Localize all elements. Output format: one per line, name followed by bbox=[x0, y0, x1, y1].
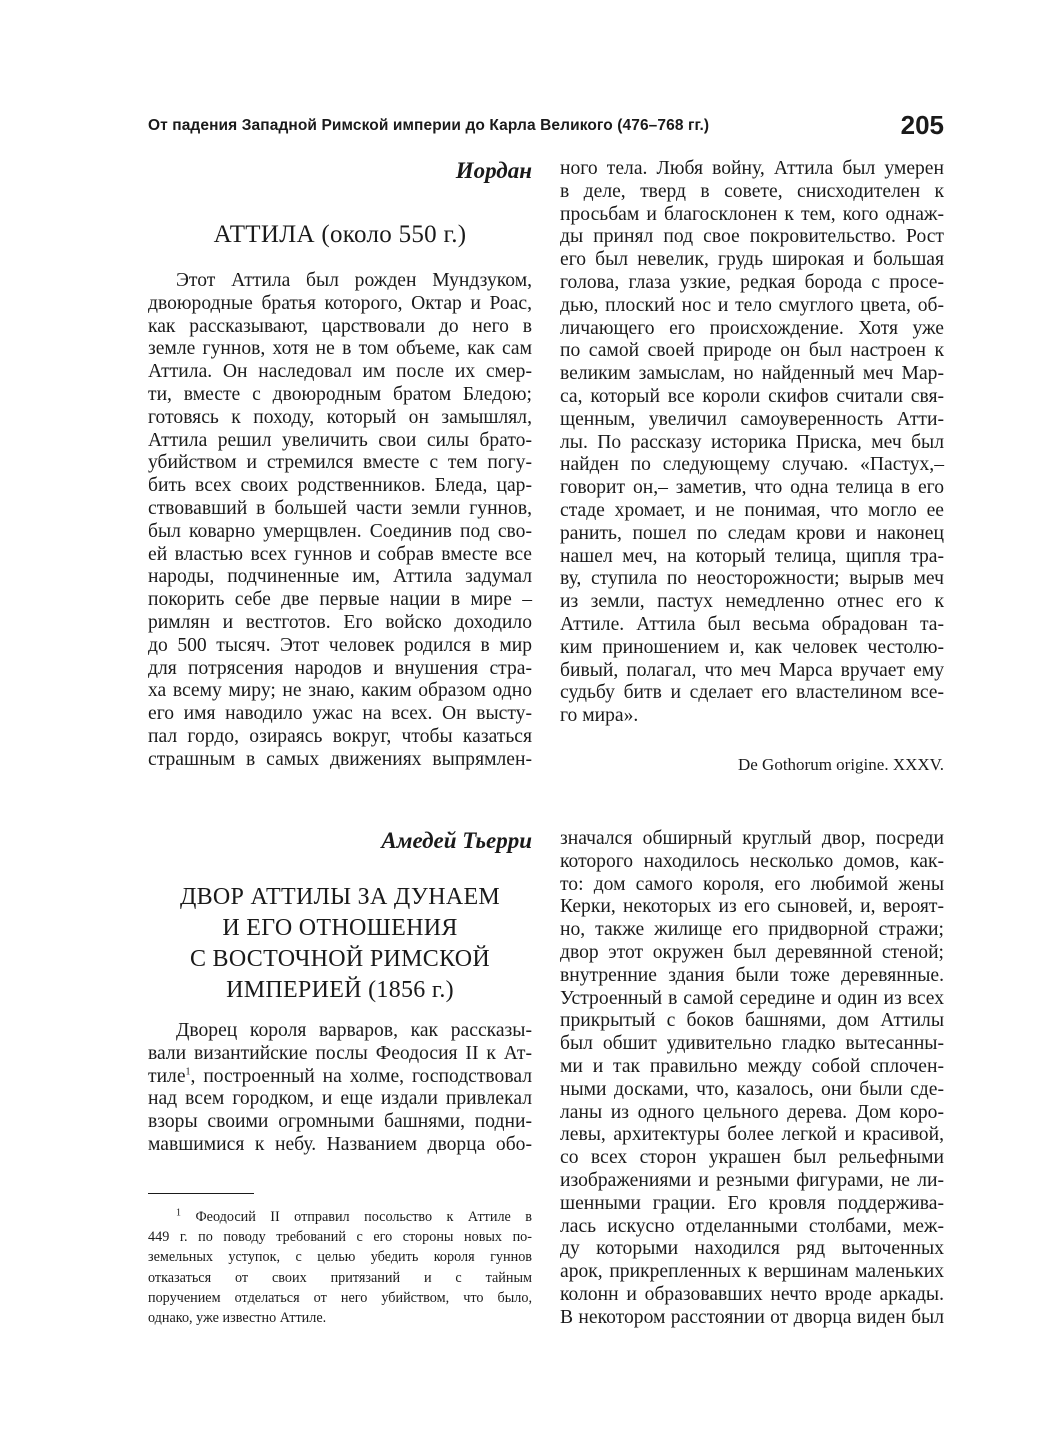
footnote-line: 449 г. по поводу требований с его стороны новых по- bbox=[148, 1229, 532, 1246]
text-line: двор этот окружен был деревянной стеной; bbox=[560, 941, 944, 963]
text-line: ды принял под свое покровительство. Рост bbox=[560, 226, 944, 248]
footnote bbox=[148, 1207, 532, 1328]
text-line: изображениями и резными фигурами, не ли- bbox=[560, 1169, 944, 1191]
article1-source: De Gothorum origine. XXXV. bbox=[737, 755, 944, 774]
text-line: вали византийские послы Феодосия II к Ат- bbox=[148, 1042, 532, 1064]
text-line: мавшимися к небу. Названием дворца обо- bbox=[148, 1133, 532, 1155]
text-line: са, который все короли скифов считали свя- bbox=[560, 385, 944, 407]
text-line: Аттила. Он наследовал им после их смер- bbox=[148, 361, 532, 383]
article1-left-column bbox=[148, 270, 532, 772]
text-line: го мира». bbox=[560, 705, 639, 727]
text-line: по самой своей природе он был настроен к bbox=[560, 340, 944, 362]
text-line: значался обширный круглый двор, посреди bbox=[560, 828, 944, 849]
article2-title-line: И ЕГО ОТНОШЕНИЯ bbox=[222, 915, 458, 941]
text-line: был коварно умерщвлен. Соединив под сво- bbox=[148, 520, 532, 542]
text-line: его имя наводило ужас на всех. Он высту- bbox=[148, 703, 532, 725]
text-line: внутренние здания были тоже деревянные. bbox=[560, 964, 944, 986]
text-line: до 500 тысяч. Этот человек родился в мир bbox=[148, 634, 532, 656]
text-line: судьбу битв и сделает его властелином все- bbox=[560, 682, 944, 704]
text-line: ким приношением и, как человек честолю- bbox=[560, 636, 944, 658]
article2-left-paragraph bbox=[148, 1020, 532, 1157]
text-line: Устроенный в самой середине и один из всех bbox=[560, 987, 944, 1009]
text-line: ми и так правильно между собой сплочен- bbox=[560, 1055, 944, 1077]
text-line: ву, ступила по неосторожности; вырыв меч bbox=[560, 568, 944, 590]
footnote-line: земельных уступок, с целью убедить короля гуннов bbox=[148, 1249, 532, 1266]
text-line: лась искусно отделанными столбами, меж- bbox=[560, 1215, 944, 1237]
article2-title-line: ДВОР АТТИЛЫ ЗА ДУНАЕМ bbox=[179, 884, 501, 910]
text-line: со всех сторон украшен был рельефными bbox=[560, 1147, 944, 1169]
text-line: над всем городком, и еще издали привлекал bbox=[148, 1088, 532, 1110]
text-line: ного тела. Любя войну, Аттила был умерен bbox=[560, 158, 944, 179]
text-line: стаде хромает, и не понимая, что могло ее bbox=[560, 499, 944, 521]
text-line: страшным в самых движениях выпрямлен- bbox=[148, 748, 532, 770]
text-line: дью, плоский нос и тело смуглого цвета, об- bbox=[560, 294, 944, 316]
text-line: бить всех своих родственников. Бледа, цар- bbox=[148, 475, 532, 497]
text-line: голова, глаза узкие, редкая борода с просе- bbox=[560, 271, 944, 293]
text-line: арок, прикрепленных к вершинам маленьких bbox=[560, 1261, 944, 1283]
text-line: двоюродные братья которого, Октар и Роас, bbox=[148, 292, 532, 314]
article1-right-paragraph bbox=[560, 158, 944, 728]
text-line: как рассказывают, царствовали до него в bbox=[148, 315, 532, 337]
article1-title bbox=[148, 219, 532, 250]
text-line-with-footnote bbox=[148, 1066, 532, 1089]
text-line: из земли, пастух немедленно отнес его к bbox=[560, 591, 944, 613]
article1-title-line: АТТИЛА (около 550 г.) bbox=[213, 221, 467, 248]
text-line: найден по следующему случаю. «Пастух,– bbox=[560, 454, 944, 476]
text-line: Этот Аттила был рожден Мундзуком, bbox=[176, 270, 532, 291]
text-line: говорит он,– заметив, что одна телица в его bbox=[560, 477, 944, 499]
text-line: шенными грации. Его кровля поддержива- bbox=[560, 1192, 944, 1214]
text-line: ранить, пошел по следам крови и наконец bbox=[560, 522, 944, 544]
text-line: убийством и стремился вместе с тем погу- bbox=[148, 452, 532, 474]
text-line: ствовавший в большей части земли гуннов, bbox=[148, 497, 532, 519]
text-line: прикрытый с боков башнями, дом Аттилы bbox=[560, 1010, 944, 1032]
text-line: колонн и образовавших нечто вроде аркады. bbox=[560, 1283, 944, 1305]
footnote-line: отказаться от своих притязаний и с тайным bbox=[148, 1269, 532, 1286]
page-number: 205 bbox=[900, 110, 944, 140]
text-line: Дворец короля варваров, как рассказы- bbox=[176, 1020, 532, 1041]
text-line: щенным, увеличил самоуверенность Атти- bbox=[560, 408, 944, 430]
text-line: Аттиле. Аттила был весьма обрадован та- bbox=[560, 613, 944, 635]
footnote-number: 1 bbox=[176, 1207, 181, 1219]
article2-title-line: С ВОСТОЧНОЙ РИМСКОЙ bbox=[189, 946, 491, 972]
article2-title bbox=[148, 882, 532, 1006]
text-fragment: тиле bbox=[148, 1065, 186, 1087]
text-line: в деле, тверд в совете, снисходителен к bbox=[560, 180, 944, 202]
text-fragment: , построенный на холме, господствовал bbox=[190, 1065, 532, 1087]
article2-right-column bbox=[560, 828, 944, 1330]
text-line: ти, вместе с двоюродным братом Бледою; bbox=[148, 383, 532, 405]
text-line: его был невелик, грудь широкая и большая bbox=[560, 249, 944, 271]
text-line: ду которыми находился ряд выточенных bbox=[560, 1238, 944, 1260]
text-line: пал гордо, озираясь вокруг, чтобы казаться bbox=[148, 725, 532, 747]
text-line: для потрясения народов и внушения стра- bbox=[148, 657, 532, 679]
text-line: земле гуннов, хотя не в том объеме, как сам bbox=[148, 338, 532, 360]
article2-title-line: ИМПЕРИЕЙ (1856 г.) bbox=[226, 977, 454, 1003]
article2-author: Амедей Тьерри bbox=[381, 828, 532, 853]
text-line: был обшит удивительно гладко вытесанны- bbox=[560, 1033, 944, 1055]
article1-right-column bbox=[560, 158, 944, 728]
text-line: римлян и вестготов. Его войско доходило bbox=[148, 611, 532, 633]
text-line: Керки, некоторых из его сыновей, и, вероят- bbox=[560, 896, 944, 918]
footnote-marker: 1 bbox=[185, 1066, 191, 1078]
article1-author: Иордан bbox=[455, 158, 532, 183]
text-line: которого находилось несколько домов, как- bbox=[560, 850, 944, 872]
text-line: бивый, полагал, что меч Марса вручает ему bbox=[560, 659, 944, 681]
text-line: то: дом самого короля, его любимой жены bbox=[560, 873, 944, 895]
text-line: взоры своими огромными башнями, подни- bbox=[148, 1111, 532, 1133]
text-line: ланы из одного цельного дерева. Дом коро- bbox=[560, 1101, 944, 1123]
footnote-line: поручением отделаться от него убийством, что было, bbox=[148, 1289, 532, 1306]
text-line: ей властью всех гуннов и собрав вместе все bbox=[148, 543, 532, 565]
running-header bbox=[148, 110, 944, 140]
text-line: просьбам и благосклонен к тем, кого однаж- bbox=[560, 203, 944, 225]
footnote-line bbox=[148, 1207, 532, 1227]
text-line: ными досками, что, казалось, они были сде- bbox=[560, 1078, 944, 1100]
text-line: В некотором расстоянии от дворца виден был bbox=[560, 1306, 944, 1328]
footnote-line: однако, уже известно Аттиле. bbox=[148, 1310, 327, 1327]
article2-right-paragraph bbox=[560, 828, 944, 1330]
text-line: но, также жилище его придворной стражи; bbox=[560, 919, 944, 941]
footnote-text: Феодосий II отправил посольство к Аттиле в bbox=[181, 1209, 532, 1225]
article1-left-paragraph bbox=[148, 270, 532, 772]
text-line: личающего его происхождение. Хотя уже bbox=[560, 317, 944, 339]
text-line: ха всему миру; не знаю, каким образом одно bbox=[148, 680, 532, 702]
text-line: нашел меч, на который телица, щипля тра- bbox=[560, 545, 944, 567]
running-title: От падения Западной Римской империи до Карла Великого (476–768 гг.) bbox=[148, 117, 710, 134]
text-line: Аттила решил увеличить свои силы брато- bbox=[148, 429, 532, 451]
text-line: лы. По рассказу историка Приска, меч был bbox=[560, 431, 944, 453]
text-line: великим замыслам, но найденный меч Мар- bbox=[560, 363, 944, 385]
text-line: народы, подчиненные им, Аттила задумал bbox=[148, 566, 532, 588]
text-line: готовясь к походу, который он замышлял, bbox=[148, 406, 532, 428]
article2-left-column bbox=[148, 1020, 532, 1157]
text-line: левы, архитектуры более легкой и красивой, bbox=[560, 1124, 944, 1146]
text-line: покорить себе две первые нации в мире – bbox=[148, 589, 532, 611]
footnote-divider bbox=[148, 1193, 254, 1194]
